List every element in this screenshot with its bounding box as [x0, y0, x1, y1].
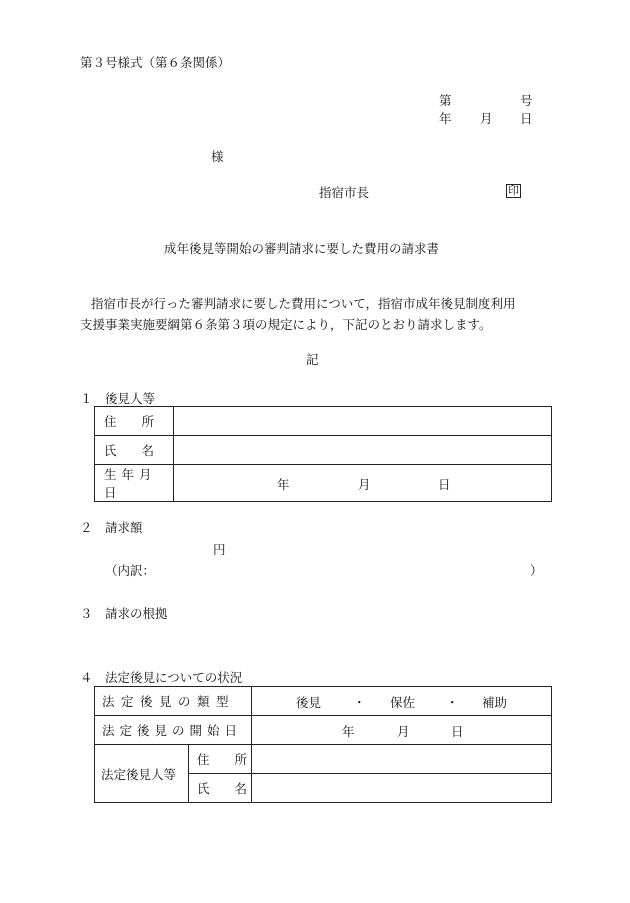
address-cell[interactable] — [174, 407, 552, 436]
doc-number-prefix: 第 — [439, 93, 452, 108]
issuer-title: 指宿市長 — [319, 185, 370, 200]
date-month: 月 — [480, 111, 493, 126]
breakdown-close: ） — [530, 563, 543, 578]
type-option-guardian[interactable]: 後見 — [296, 695, 322, 710]
doc-number-suffix: 号 — [520, 93, 533, 108]
form-number: 第３号様式（第６条関係） — [80, 55, 231, 70]
start-date-year: 年 — [342, 724, 355, 739]
breakdown-open: （内訳： — [105, 563, 156, 578]
name-label: 氏 名 — [104, 443, 155, 458]
type-separator-1: ・ — [353, 695, 366, 710]
yen-unit: 円 — [213, 542, 226, 557]
address-label: 住 所 — [104, 414, 155, 429]
date-day: 日 — [520, 111, 533, 126]
section4-heading: ４ 法定後見についての状況 — [80, 670, 243, 685]
start-date-cell[interactable] — [252, 716, 552, 745]
name-cell[interactable] — [174, 436, 552, 465]
start-date-label: 法定後見の開始日 — [102, 723, 243, 738]
birthdate-year: 年 — [277, 477, 290, 492]
birthdate-cell[interactable] — [174, 465, 552, 502]
birthdate-month: 月 — [358, 477, 371, 492]
legal-guardian-table — [94, 686, 552, 803]
document-title: 成年後見等開始の審判請求に要した費用の請求書 — [164, 241, 440, 256]
guardian-name-label: 氏 名 — [197, 781, 248, 796]
guardian-address-cell[interactable] — [252, 745, 552, 774]
type-cell[interactable] — [252, 687, 552, 716]
start-date-day: 日 — [451, 724, 464, 739]
birthdate-day: 日 — [438, 477, 451, 492]
body-text-line2: 支援事業実施要綱第６条第３項の規定により，下記のとおり請求します。 — [80, 317, 492, 332]
type-label: 法定後見の類型 — [102, 694, 236, 709]
section2-heading: ２ 請求額 — [80, 520, 143, 535]
guardian-table — [94, 406, 552, 502]
seal-mark — [506, 182, 521, 198]
birthdate-label: 生年月日 — [104, 467, 157, 500]
type-option-assistant[interactable]: 補助 — [482, 695, 508, 710]
section3-heading: ３ 請求の根拠 — [80, 606, 168, 621]
start-date-month: 月 — [397, 724, 410, 739]
seal-label: 印 — [508, 184, 519, 197]
date-year: 年 — [439, 111, 452, 126]
guardian-name-cell[interactable] — [252, 774, 552, 803]
addressee-suffix: 様 — [211, 149, 224, 164]
type-option-curator[interactable]: 保佐 — [390, 695, 416, 710]
section1-heading: １ 後見人等 — [80, 391, 156, 406]
guardian-label: 法定後見人等 — [101, 766, 177, 782]
type-separator-2: ・ — [446, 695, 459, 710]
guardian-address-label: 住 所 — [197, 752, 248, 767]
body-text-line1: 指宿市長が行った審判請求に要した費用について，指宿市成年後見制度利用 — [91, 296, 516, 311]
ki-heading: 記 — [306, 352, 319, 367]
